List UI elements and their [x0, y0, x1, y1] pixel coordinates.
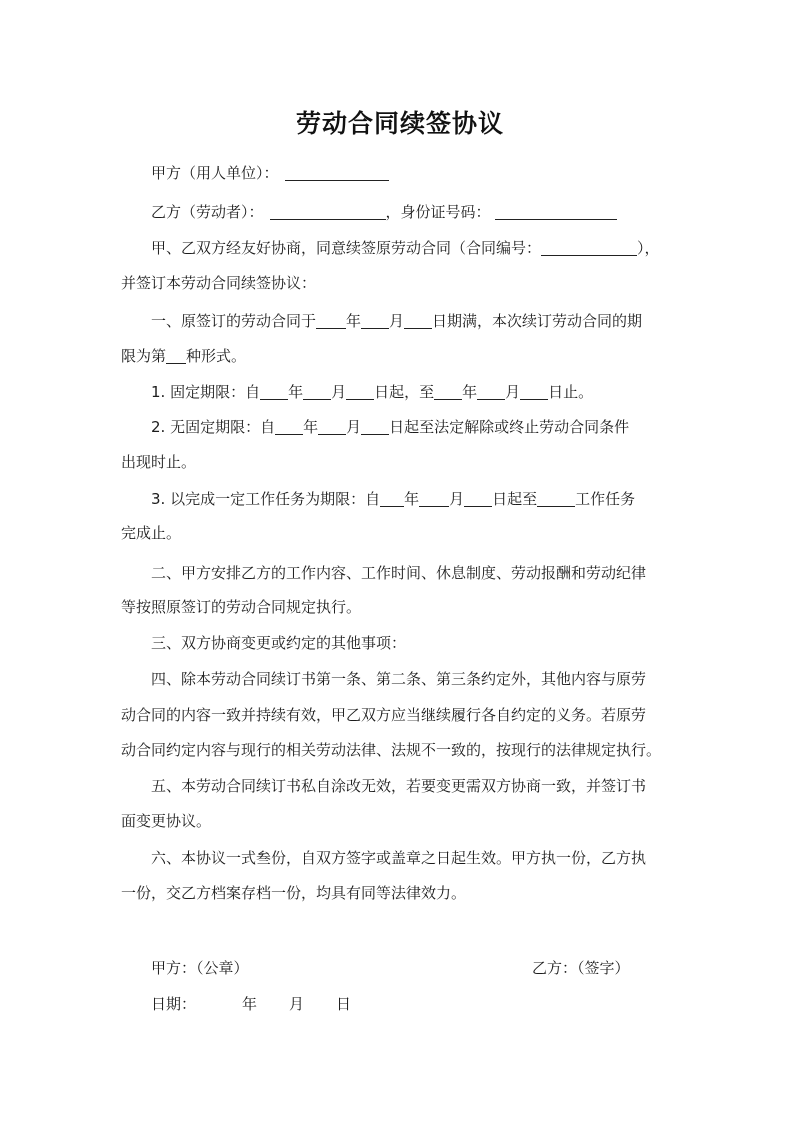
term-2-text-b: 日起至法定解除或终止劳动合同条件	[389, 418, 630, 436]
month-label: 月	[505, 383, 521, 401]
party-b-name-blank[interactable]	[270, 203, 386, 220]
year-label: 年	[346, 312, 362, 330]
term-2-start-month-blank[interactable]	[318, 418, 346, 435]
year-label: 年	[462, 383, 478, 401]
year-label: 年	[288, 383, 304, 401]
clause-1-text-d: 种形式。	[186, 347, 247, 365]
term-1-start-month-blank[interactable]	[303, 383, 331, 400]
intro-line-1	[151, 237, 691, 259]
intro-text-2: ），	[637, 239, 660, 257]
clause-1-line-2	[121, 345, 691, 367]
clause-4-line-2: 动合同的内容一致并持续有效，甲乙双方应当继续履行各自约定的义务。若原劳	[121, 706, 647, 724]
expiry-year-blank[interactable]	[316, 312, 346, 329]
month-label: 月	[331, 383, 347, 401]
term-1-start-year-blank[interactable]	[260, 383, 288, 400]
term-1-text-c: 日止。	[548, 383, 594, 401]
clause-6-line-1: 六、本协议一式叁份，自双方签字或盖章之日起生效。甲方执一份，乙方执	[151, 849, 647, 867]
id-number-label: ，身份证号码：	[385, 203, 491, 221]
party-a-line	[151, 162, 691, 184]
term-3-text-b: 日起至	[492, 490, 538, 508]
clause-2-line-1: 二、甲方安排乙方的工作内容、工作时间、休息制度、劳动报酬和劳动纪律	[151, 564, 647, 582]
expiry-month-blank[interactable]	[361, 312, 389, 329]
clause-5-line-2: 面变更协议。	[121, 812, 212, 830]
term-2-line-2: 出现时止。	[121, 453, 197, 471]
contract-number-blank[interactable]	[541, 239, 637, 256]
intro-text-1: 甲、乙双方经友好协商，同意续签原劳动合同（合同编号：	[151, 239, 542, 257]
clause-2-line-2: 等按照原签订的劳动合同规定执行。	[121, 598, 362, 616]
term-1-start-day-blank[interactable]	[346, 383, 374, 400]
clause-6-line-2: 一份，交乙方档案存档一份，均具有同等法律效力。	[121, 884, 467, 902]
party-a-label: 甲方（用人单位）：	[151, 164, 279, 182]
month-label: 月	[389, 312, 405, 330]
term-1-text-b: 日起，至	[374, 383, 435, 401]
date-line	[151, 993, 451, 1015]
term-2-start-year-blank[interactable]	[275, 418, 303, 435]
term-3-start-year-blank[interactable]	[380, 490, 404, 507]
term-1-end-day-blank[interactable]	[520, 383, 548, 400]
term-1-text-a: 1. 固定期限：自	[151, 383, 261, 401]
party-a-blank[interactable]	[285, 164, 389, 181]
term-2-start-day-blank[interactable]	[361, 418, 389, 435]
term-type-blank[interactable]	[166, 347, 186, 364]
term-3-text-a: 3. 以完成一定工作任务为期限：自	[151, 490, 381, 508]
task-blank[interactable]	[537, 490, 575, 507]
term-3-line-1	[151, 488, 691, 510]
party-b-signature: 乙方：（签字）	[532, 959, 630, 977]
clause-1-line-1	[151, 310, 691, 332]
clause-5-line-1: 五、本劳动合同续订书私自涂改无效，若要变更需双方协商一致，并签订书	[151, 777, 647, 795]
clause-1-text-b: 日期满，本次续订劳动合同的期	[432, 312, 643, 330]
party-a-signature: 甲方：（公章）	[151, 959, 249, 977]
clause-4-line-1: 四、除本劳动合同续订书第一条、第二条、第三条约定外，其他内容与原劳	[151, 670, 647, 688]
term-3-start-day-blank[interactable]	[464, 490, 492, 507]
term-1-end-month-blank[interactable]	[477, 383, 505, 400]
expiry-day-blank[interactable]	[404, 312, 432, 329]
term-3-start-month-blank[interactable]	[419, 490, 449, 507]
year-label: 年	[303, 418, 319, 436]
date-year-label: 年	[242, 995, 258, 1013]
clause-1-text-c: 限为第	[121, 347, 167, 365]
term-3-line-2: 完成止。	[121, 524, 182, 542]
year-label: 年	[404, 490, 420, 508]
month-label: 月	[449, 490, 465, 508]
date-month-label: 月	[289, 995, 305, 1013]
party-b-label: 乙方（劳动者）：	[151, 203, 264, 221]
clause-3-line-1: 三、双方协商变更或约定的其他事项：	[151, 634, 407, 652]
term-2-line-1	[151, 416, 691, 438]
id-number-blank[interactable]	[495, 203, 617, 220]
intro-line-2: 并签订本劳动合同续签协议：	[121, 274, 317, 292]
clause-4-line-3: 动合同约定内容与现行的相关劳动法律、法规不一致的，按现行的法律规定执行。	[121, 741, 662, 759]
month-label: 月	[346, 418, 362, 436]
term-1-line	[151, 381, 691, 403]
date-label: 日期：	[151, 995, 197, 1013]
party-b-line	[151, 201, 691, 223]
clause-1-text-a: 一、原签订的劳动合同于	[151, 312, 317, 330]
term-2-text-a: 2. 无固定期限：自	[151, 418, 276, 436]
term-3-text-c: 工作任务	[575, 490, 636, 508]
term-1-end-year-blank[interactable]	[434, 383, 462, 400]
date-day-label: 日	[336, 995, 352, 1013]
document-title: 劳动合同续签协议	[295, 109, 504, 138]
